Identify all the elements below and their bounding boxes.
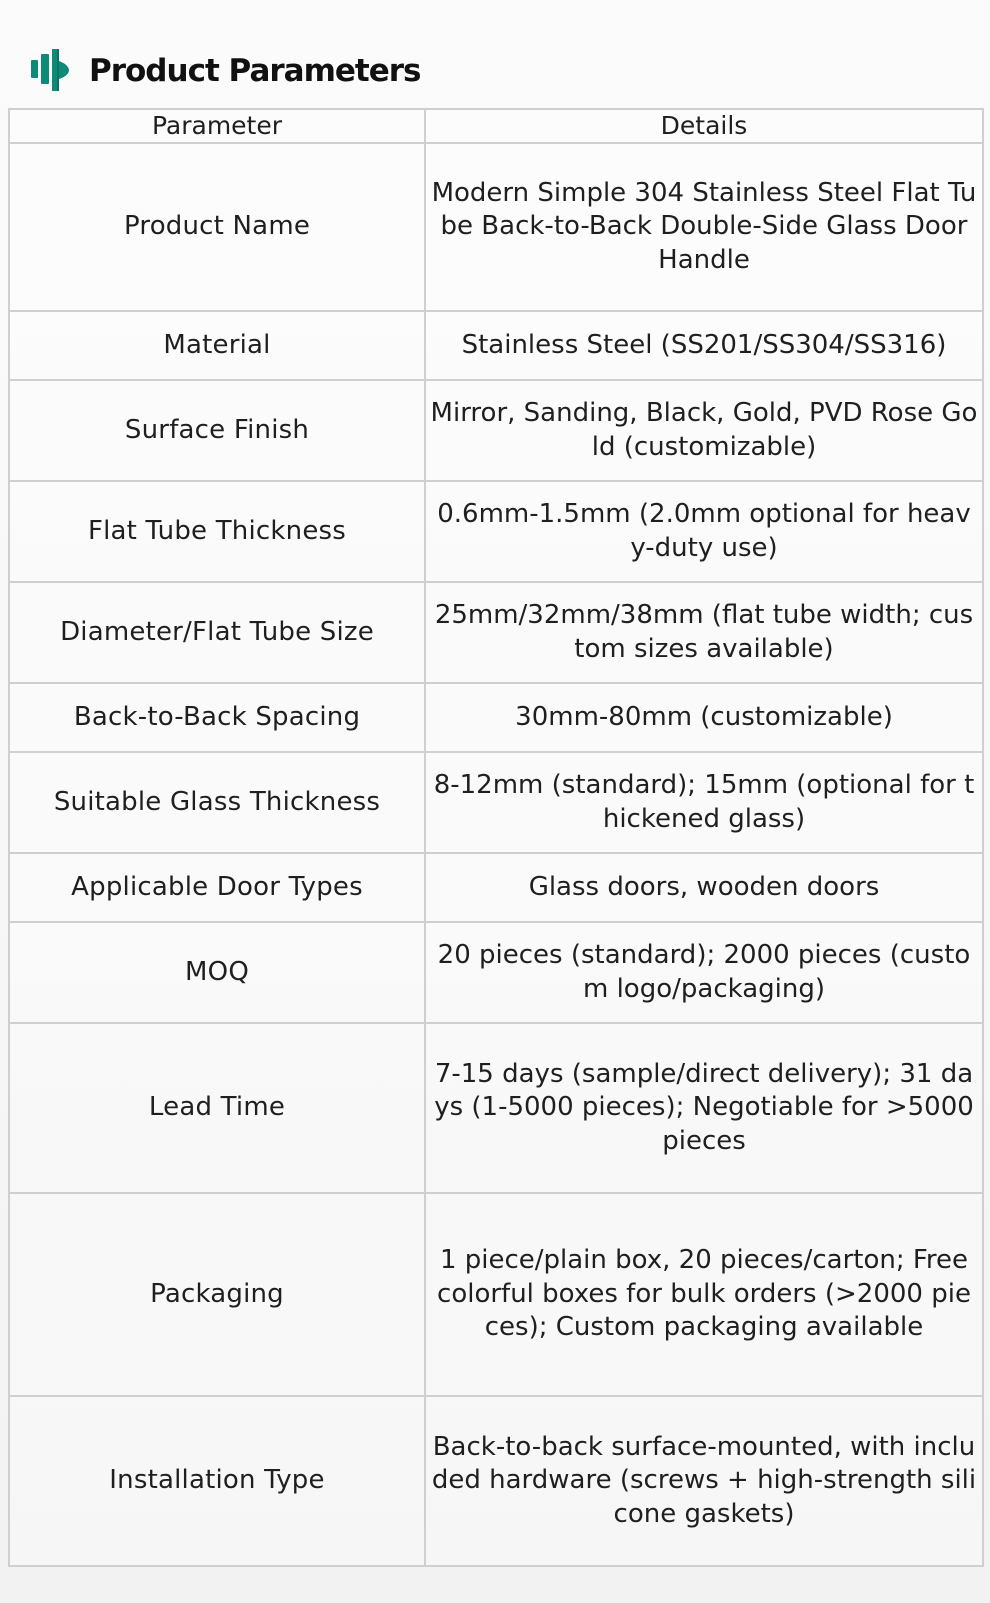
details-cell: Back-to-back surface-mounted, with included hardware (screws + high-strength silicone gaskets) <box>425 1396 983 1566</box>
parameter-cell: Flat Tube Thickness <box>9 481 425 582</box>
table-row <box>9 311 983 380</box>
table-row <box>9 752 983 853</box>
table-row <box>9 380 983 481</box>
parameter-cell: Surface Finish <box>9 380 425 481</box>
speaker-bars-icon <box>31 47 71 93</box>
parameter-cell: Material <box>9 311 425 380</box>
parameter-cell: Applicable Door Types <box>9 853 425 922</box>
details-cell: 30mm-80mm (customizable) <box>425 683 983 752</box>
table-row <box>9 481 983 582</box>
details-header: Details <box>425 109 983 143</box>
details-cell: Glass doors, wooden doors <box>425 853 983 922</box>
parameter-cell: Diameter/Flat Tube Size <box>9 582 425 683</box>
table-row <box>9 1193 983 1396</box>
section-header <box>31 44 420 96</box>
details-cell: Modern Simple 304 Stainless Steel Flat Tube Back-to-Back Double-Side Glass Door Handle <box>425 143 983 311</box>
details-cell: Stainless Steel (SS201/SS304/SS316) <box>425 311 983 380</box>
table-row <box>9 853 983 922</box>
parameters-table-container <box>8 108 982 1567</box>
table-row <box>9 1396 983 1566</box>
parameter-cell: Packaging <box>9 1193 425 1396</box>
details-cell: 0.6mm-1.5mm (2.0mm optional for heavy-duty use) <box>425 481 983 582</box>
parameter-cell: MOQ <box>9 922 425 1023</box>
parameter-cell: Back-to-Back Spacing <box>9 683 425 752</box>
details-cell: 25mm/32mm/38mm (flat tube width; custom sizes available) <box>425 582 983 683</box>
table-header-row <box>9 109 983 143</box>
details-cell: 20 pieces (standard); 2000 pieces (custom logo/packaging) <box>425 922 983 1023</box>
table-row <box>9 1023 983 1193</box>
parameter-header: Parameter <box>9 109 425 143</box>
parameter-cell: Installation Type <box>9 1396 425 1566</box>
table-row <box>9 922 983 1023</box>
parameter-cell: Product Name <box>9 143 425 311</box>
parameters-table <box>8 108 984 1567</box>
parameter-cell: Lead Time <box>9 1023 425 1193</box>
page-title: Product Parameters <box>89 53 421 89</box>
details-cell: Mirror, Sanding, Black, Gold, PVD Rose Gold (customizable) <box>425 380 983 481</box>
parameter-cell: Suitable Glass Thickness <box>9 752 425 853</box>
table-row <box>9 683 983 752</box>
details-cell: 8-12mm (standard); 15mm (optional for thickened glass) <box>425 752 983 853</box>
details-cell: 1 piece/plain box, 20 pieces/carton; Free colorful boxes for bulk orders (>2000 pieces); Custom packaging available <box>425 1193 983 1396</box>
details-cell: 7-15 days (sample/direct delivery); 31 days (1-5000 pieces); Negotiable for >5000 pieces <box>425 1023 983 1193</box>
table-row <box>9 582 983 683</box>
table-row <box>9 143 983 311</box>
